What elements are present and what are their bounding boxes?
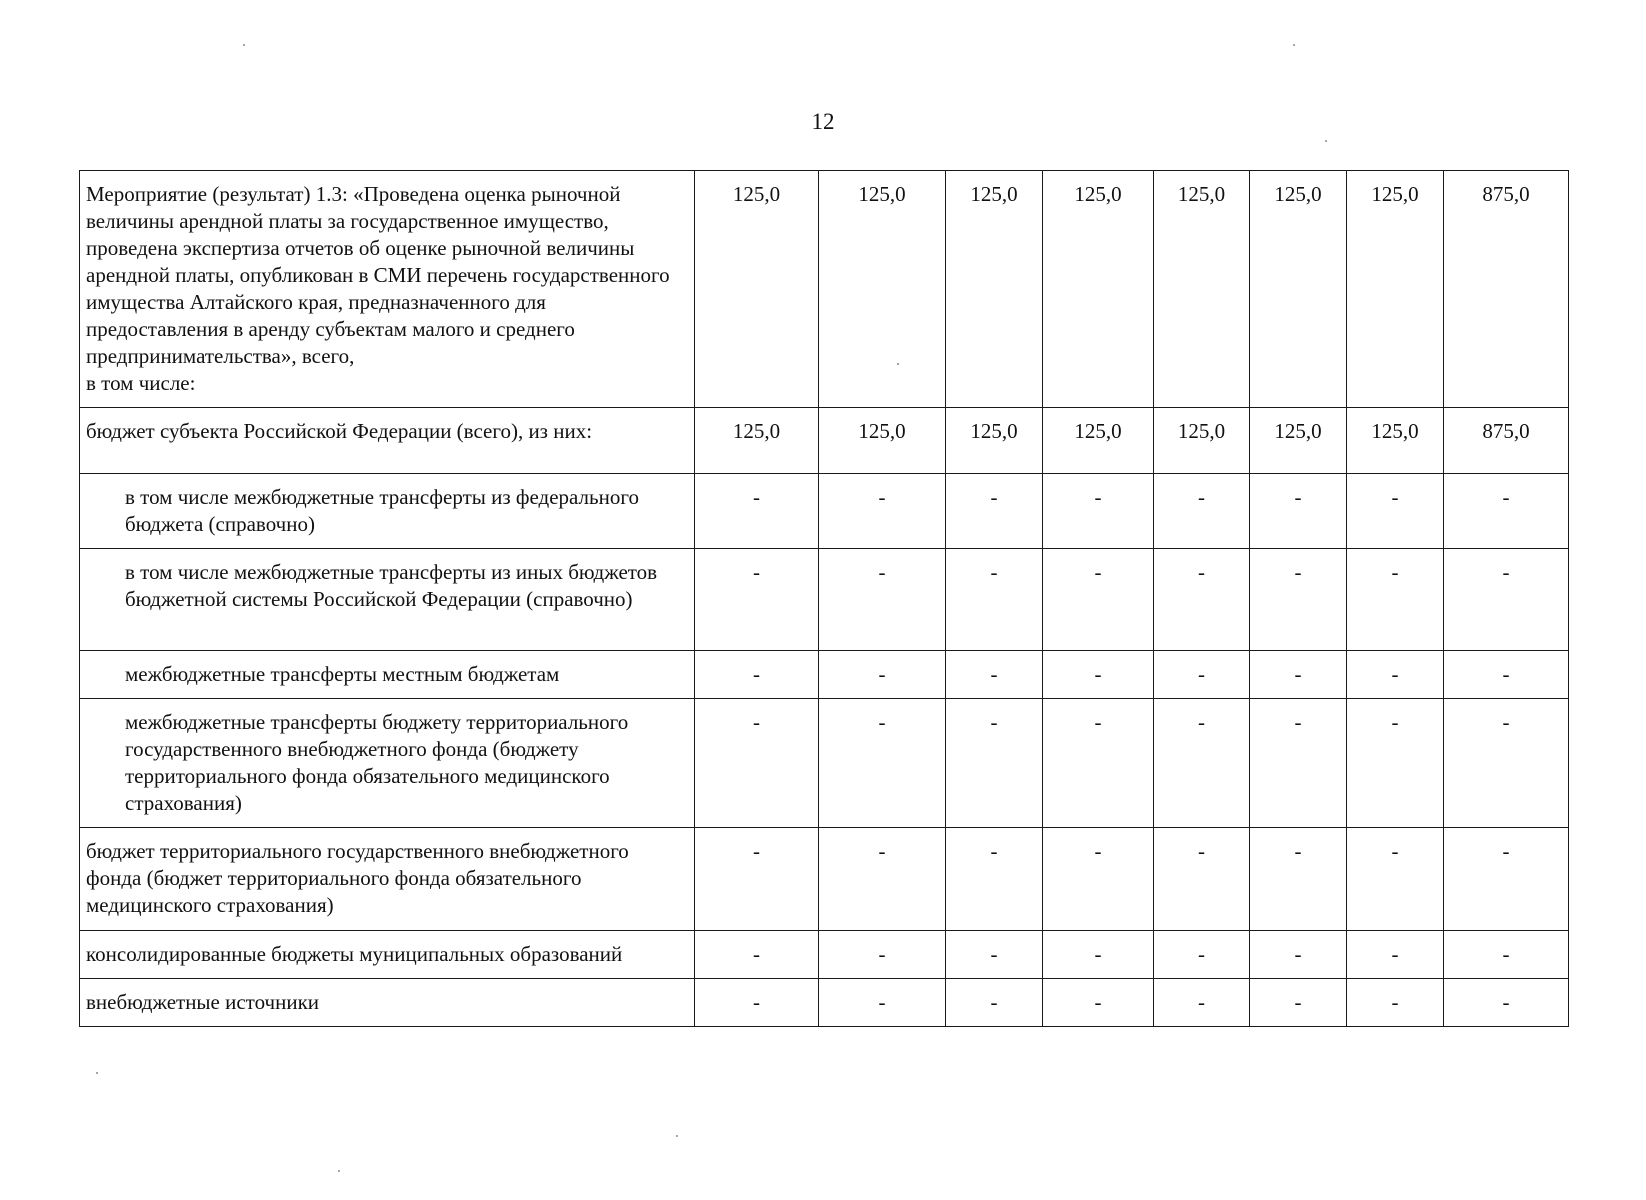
value-cell: 125,0 bbox=[1250, 171, 1347, 408]
value-cell: 125,0 bbox=[1043, 408, 1154, 474]
scan-speck bbox=[1293, 44, 1295, 46]
value-cell: 125,0 bbox=[695, 408, 819, 474]
value-cell: - bbox=[946, 699, 1043, 828]
value-cell: - bbox=[946, 931, 1043, 979]
scan-speck bbox=[243, 44, 245, 46]
value-cell: - bbox=[1347, 699, 1444, 828]
value-cell: - bbox=[946, 549, 1043, 651]
value-cell: - bbox=[1250, 828, 1347, 931]
row-label: в том числе межбюджетные трансферты из федерального бюджета (справочно) bbox=[80, 474, 695, 549]
total-cell: - bbox=[1444, 549, 1569, 651]
total-cell: - bbox=[1444, 979, 1569, 1027]
value-cell: - bbox=[1347, 828, 1444, 931]
budget-table bbox=[79, 170, 1569, 1027]
value-cell: - bbox=[695, 979, 819, 1027]
scan-speck bbox=[897, 363, 899, 365]
value-cell: - bbox=[1347, 474, 1444, 549]
value-cell: - bbox=[946, 828, 1043, 931]
value-cell: - bbox=[819, 699, 946, 828]
value-cell: - bbox=[1154, 931, 1250, 979]
value-cell: 125,0 bbox=[1043, 171, 1154, 408]
value-cell: - bbox=[1043, 549, 1154, 651]
row-label: бюджет субъекта Российской Федерации (всего), из них: bbox=[80, 408, 695, 474]
row-label: межбюджетные трансферты местным бюджетам bbox=[80, 651, 695, 699]
table-row bbox=[80, 699, 1569, 828]
value-cell: - bbox=[1043, 931, 1154, 979]
scan-speck bbox=[676, 1135, 678, 1137]
value-cell: - bbox=[1250, 651, 1347, 699]
value-cell: - bbox=[946, 474, 1043, 549]
value-cell: - bbox=[1347, 931, 1444, 979]
row-label: в том числе межбюджетные трансферты из иных бюджетов бюджетной системы Российской Федерации (справочно) bbox=[80, 549, 695, 651]
value-cell: - bbox=[1154, 474, 1250, 549]
value-cell: - bbox=[946, 651, 1043, 699]
value-cell: 125,0 bbox=[946, 408, 1043, 474]
total-cell: 875,0 bbox=[1444, 171, 1569, 408]
table-row bbox=[80, 979, 1569, 1027]
value-cell: - bbox=[1250, 979, 1347, 1027]
row-label: бюджет территориального государственного внебюджетного фонда (бюджет территориального фонда обязательного медицинского страхования) bbox=[80, 828, 695, 931]
value-cell: - bbox=[695, 931, 819, 979]
value-cell: - bbox=[695, 651, 819, 699]
value-cell: - bbox=[819, 931, 946, 979]
value-cell: - bbox=[1347, 651, 1444, 699]
value-cell: 125,0 bbox=[1347, 171, 1444, 408]
value-cell: - bbox=[1154, 549, 1250, 651]
value-cell: - bbox=[1154, 699, 1250, 828]
value-cell: - bbox=[819, 549, 946, 651]
value-cell: - bbox=[695, 699, 819, 828]
value-cell: - bbox=[1347, 549, 1444, 651]
value-cell: - bbox=[695, 549, 819, 651]
value-cell: - bbox=[1043, 651, 1154, 699]
total-cell: 875,0 bbox=[1444, 408, 1569, 474]
value-cell: - bbox=[819, 474, 946, 549]
value-cell: - bbox=[819, 651, 946, 699]
value-cell: - bbox=[1347, 979, 1444, 1027]
row-label: внебюджетные источники bbox=[80, 979, 695, 1027]
value-cell: 125,0 bbox=[1347, 408, 1444, 474]
value-cell: - bbox=[1154, 828, 1250, 931]
value-cell: - bbox=[695, 828, 819, 931]
table-row bbox=[80, 474, 1569, 549]
value-cell: - bbox=[1250, 549, 1347, 651]
value-cell: - bbox=[695, 474, 819, 549]
total-cell: - bbox=[1444, 699, 1569, 828]
scan-speck bbox=[1325, 140, 1327, 142]
table-row bbox=[80, 828, 1569, 931]
value-cell: 125,0 bbox=[695, 171, 819, 408]
value-cell: 125,0 bbox=[946, 171, 1043, 408]
value-cell: - bbox=[1250, 931, 1347, 979]
table-row bbox=[80, 549, 1569, 651]
page-number: 12 bbox=[811, 109, 835, 134]
row-label: консолидированные бюджеты муниципальных образований bbox=[80, 931, 695, 979]
table-row bbox=[80, 651, 1569, 699]
value-cell: 125,0 bbox=[819, 171, 946, 408]
value-cell: - bbox=[1154, 651, 1250, 699]
value-cell: 125,0 bbox=[819, 408, 946, 474]
value-cell: - bbox=[1250, 699, 1347, 828]
scan-speck bbox=[96, 1072, 98, 1074]
total-cell: - bbox=[1444, 931, 1569, 979]
value-cell: - bbox=[819, 979, 946, 1027]
value-cell: - bbox=[1250, 474, 1347, 549]
value-cell: - bbox=[1043, 828, 1154, 931]
value-cell: 125,0 bbox=[1154, 408, 1250, 474]
table-row bbox=[80, 408, 1569, 474]
value-cell: - bbox=[1043, 474, 1154, 549]
total-cell: - bbox=[1444, 474, 1569, 549]
total-cell: - bbox=[1444, 828, 1569, 931]
table-row bbox=[80, 171, 1569, 408]
value-cell: - bbox=[1043, 699, 1154, 828]
row-label: межбюджетные трансферты бюджету территориального государственного внебюджетного фонда (бюджету территориального фонда обязательного медицинского страхования) bbox=[80, 699, 695, 828]
table-row bbox=[80, 931, 1569, 979]
row-label: Мероприятие (результат) 1.3: «Проведена оценка рыночной величины арендной платы за государственное имущество, проведена экспертиза отчетов об оценке рыночной величины арендной платы, опубликован в СМИ перечень государственного имущества Алтайского края, предназначенного для предоставления в аренду субъектам малого и среднего предпринимательства», всего, в том числе: bbox=[80, 171, 695, 408]
value-cell: - bbox=[1043, 979, 1154, 1027]
total-cell: - bbox=[1444, 651, 1569, 699]
value-cell: - bbox=[819, 828, 946, 931]
value-cell: 125,0 bbox=[1250, 408, 1347, 474]
value-cell: 125,0 bbox=[1154, 171, 1250, 408]
value-cell: - bbox=[946, 979, 1043, 1027]
value-cell: - bbox=[1154, 979, 1250, 1027]
scan-speck bbox=[338, 1170, 340, 1172]
